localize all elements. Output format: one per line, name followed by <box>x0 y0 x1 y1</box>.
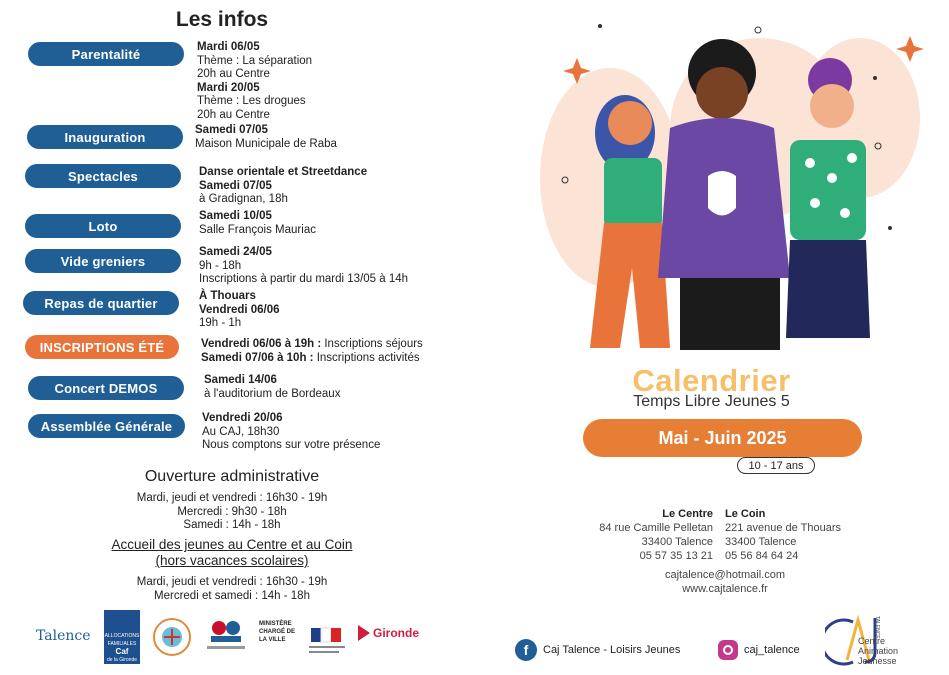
admin-hours-line: Mardi, jeudi et vendredi : 16h30 - 19h <box>136 492 328 504</box>
event-pill-concert-demos: Concert DEMOS <box>28 376 184 400</box>
event-pill-assemblee-generale: Assemblée Générale <box>28 414 185 438</box>
event-line: À Thouars <box>199 290 256 302</box>
gironde-text: Gironde <box>373 626 420 640</box>
event-line: Vendredi 20/06 <box>202 412 283 424</box>
address-centre <box>586 507 713 563</box>
address-phone: 05 57 35 13 21 <box>639 550 713 562</box>
contact-website[interactable]: www.cajtalence.fr <box>682 583 768 595</box>
event-line: Samedi 24/05 <box>199 246 272 258</box>
caj-logo-text <box>858 636 898 666</box>
instagram-label: caj_talence <box>744 644 800 656</box>
event-line: Maison Municipale de Raba <box>195 137 337 150</box>
partner-emblem-icon <box>152 617 192 657</box>
gironde-logo <box>358 625 419 641</box>
facebook-icon: f <box>515 639 537 661</box>
address-city: 33400 Talence <box>641 536 713 548</box>
event-line: Samedi 07/05 <box>199 179 272 192</box>
address-street: 221 avenue de Thouars <box>725 522 841 534</box>
ministere-logo: MINISTÈRE CHARGÉ DE LA VILLE <box>259 621 296 643</box>
talence-logo: Talence <box>36 628 91 644</box>
event-line: Inscriptions à partir du mardi 13/05 à 14h <box>199 273 409 286</box>
event-info-repas-quartier <box>199 290 280 331</box>
address-coin <box>725 507 865 563</box>
event-line: 20h au Centre <box>197 108 270 121</box>
event-line: Thème : La séparation <box>197 54 313 67</box>
accueil-hours <box>0 576 464 603</box>
age-badge: 10 - 17 ans <box>737 457 815 474</box>
address-phone: 05 56 84 64 24 <box>725 550 799 562</box>
caf-logo <box>104 610 140 664</box>
republique-logo-icon <box>305 620 349 660</box>
admin-hours-line: Samedi : 14h - 18h <box>183 519 281 532</box>
instagram-icon <box>718 640 738 660</box>
calendar-title: Calendrier <box>632 363 791 398</box>
event-line-bold: Vendredi 06/06 à 19h : <box>201 338 322 350</box>
admin-hours <box>0 492 464 533</box>
event-line: Samedi 10/05 <box>199 210 272 222</box>
address-street: 84 rue Camille Pelletan <box>599 522 713 534</box>
admin-hours-line: Mercredi : 9h30 - 18h <box>177 505 287 518</box>
caj-logo-side: TALENCE <box>874 616 880 639</box>
event-info-spectacles <box>199 166 367 207</box>
caj-logo-line: Centre <box>858 636 886 646</box>
instagram-link[interactable] <box>718 640 800 660</box>
gironde-arrow-icon <box>358 625 370 641</box>
event-line: Vendredi 06/06 <box>199 303 280 316</box>
event-pill-inauguration: Inauguration <box>27 125 183 149</box>
contact-email[interactable]: cajtalence@hotmail.com <box>665 569 785 581</box>
facebook-label: Caj Talence - Loisirs Jeunes <box>543 644 681 656</box>
event-line: Nous comptons sur votre présence <box>202 439 381 452</box>
address-name: Le Coin <box>725 508 766 520</box>
event-pill-inscriptions-ete: INSCRIPTIONS ÉTÉ <box>25 335 179 359</box>
families-logo-icon <box>203 614 249 658</box>
caj-logo-line: Animation <box>858 646 899 656</box>
event-pill-spectacles: Spectacles <box>25 164 181 188</box>
event-info-vide-greniers <box>199 246 408 287</box>
caf-logo-line: Caf <box>115 647 129 656</box>
address-city: 33400 Talence <box>725 536 797 548</box>
caf-logo-line: ALLOCATIONS FAMILIALES <box>104 633 140 647</box>
caf-logo-line: de la Gironde <box>106 657 138 663</box>
accueil-title-line: Accueil des jeunes au Centre et au Coin <box>111 537 353 552</box>
facebook-link[interactable] <box>515 639 680 661</box>
page-title: Les infos <box>175 8 269 31</box>
event-info-assemblee-generale <box>202 412 380 453</box>
event-info-concert-demos <box>204 374 340 401</box>
address-name: Le Centre <box>662 508 713 520</box>
event-pill-loto: Loto <box>25 214 181 238</box>
left-panel <box>0 0 474 675</box>
event-line: 20h au Centre <box>197 68 270 81</box>
event-info-parentalite <box>197 41 312 123</box>
event-line: Danse orientale et Streetdance <box>199 166 368 178</box>
event-pill-parentalite: Parentalité <box>28 42 184 66</box>
event-line: 19h - 1h <box>199 317 242 330</box>
date-range-banner: Mai - Juin 2025 <box>583 419 862 457</box>
event-line: Samedi 14/06 <box>204 374 277 386</box>
event-info-loto <box>199 210 316 237</box>
accueil-title <box>0 537 464 569</box>
event-line: Au CAJ, 18h30 <box>202 425 280 438</box>
contact-info <box>590 568 860 596</box>
event-line: Mardi 06/05 <box>197 41 260 53</box>
event-pill-repas-quartier: Repas de quartier <box>23 291 179 315</box>
event-line-bold: Samedi 07/06 à 10h : <box>201 351 314 364</box>
accueil-title-line: (hors vacances scolaires) <box>155 553 309 568</box>
event-line: à l'auditorium de Bordeaux <box>204 387 341 400</box>
event-line: Salle François Mauriac <box>199 223 316 236</box>
accueil-hours-line: Mercredi et samedi : 14h - 18h <box>154 589 310 602</box>
accueil-hours-line: Mardi, jeudi et vendredi : 16h30 - 19h <box>136 576 328 588</box>
event-line: Thème : Les drogues <box>197 95 306 108</box>
admin-title: Ouverture administrative <box>144 468 320 485</box>
event-line: à Gradignan, 18h <box>199 193 288 206</box>
event-line: 9h - 18h <box>199 259 242 272</box>
event-line: Mardi 20/05 <box>197 81 260 94</box>
youth-illustration <box>540 18 940 358</box>
event-pill-vide-greniers: Vide greniers <box>25 249 181 273</box>
event-line: Inscriptions séjours <box>321 338 423 350</box>
event-line: Samedi 07/05 <box>195 124 268 136</box>
caj-logo-line: Jeunesse <box>858 656 897 666</box>
event-line: Inscriptions activités <box>313 351 420 364</box>
calendar-subtitle: Temps Libre Jeunes 5 <box>633 393 790 410</box>
calendar-heading <box>474 363 949 411</box>
event-info-inscriptions-ete <box>201 338 423 365</box>
event-info-inauguration <box>195 124 337 151</box>
